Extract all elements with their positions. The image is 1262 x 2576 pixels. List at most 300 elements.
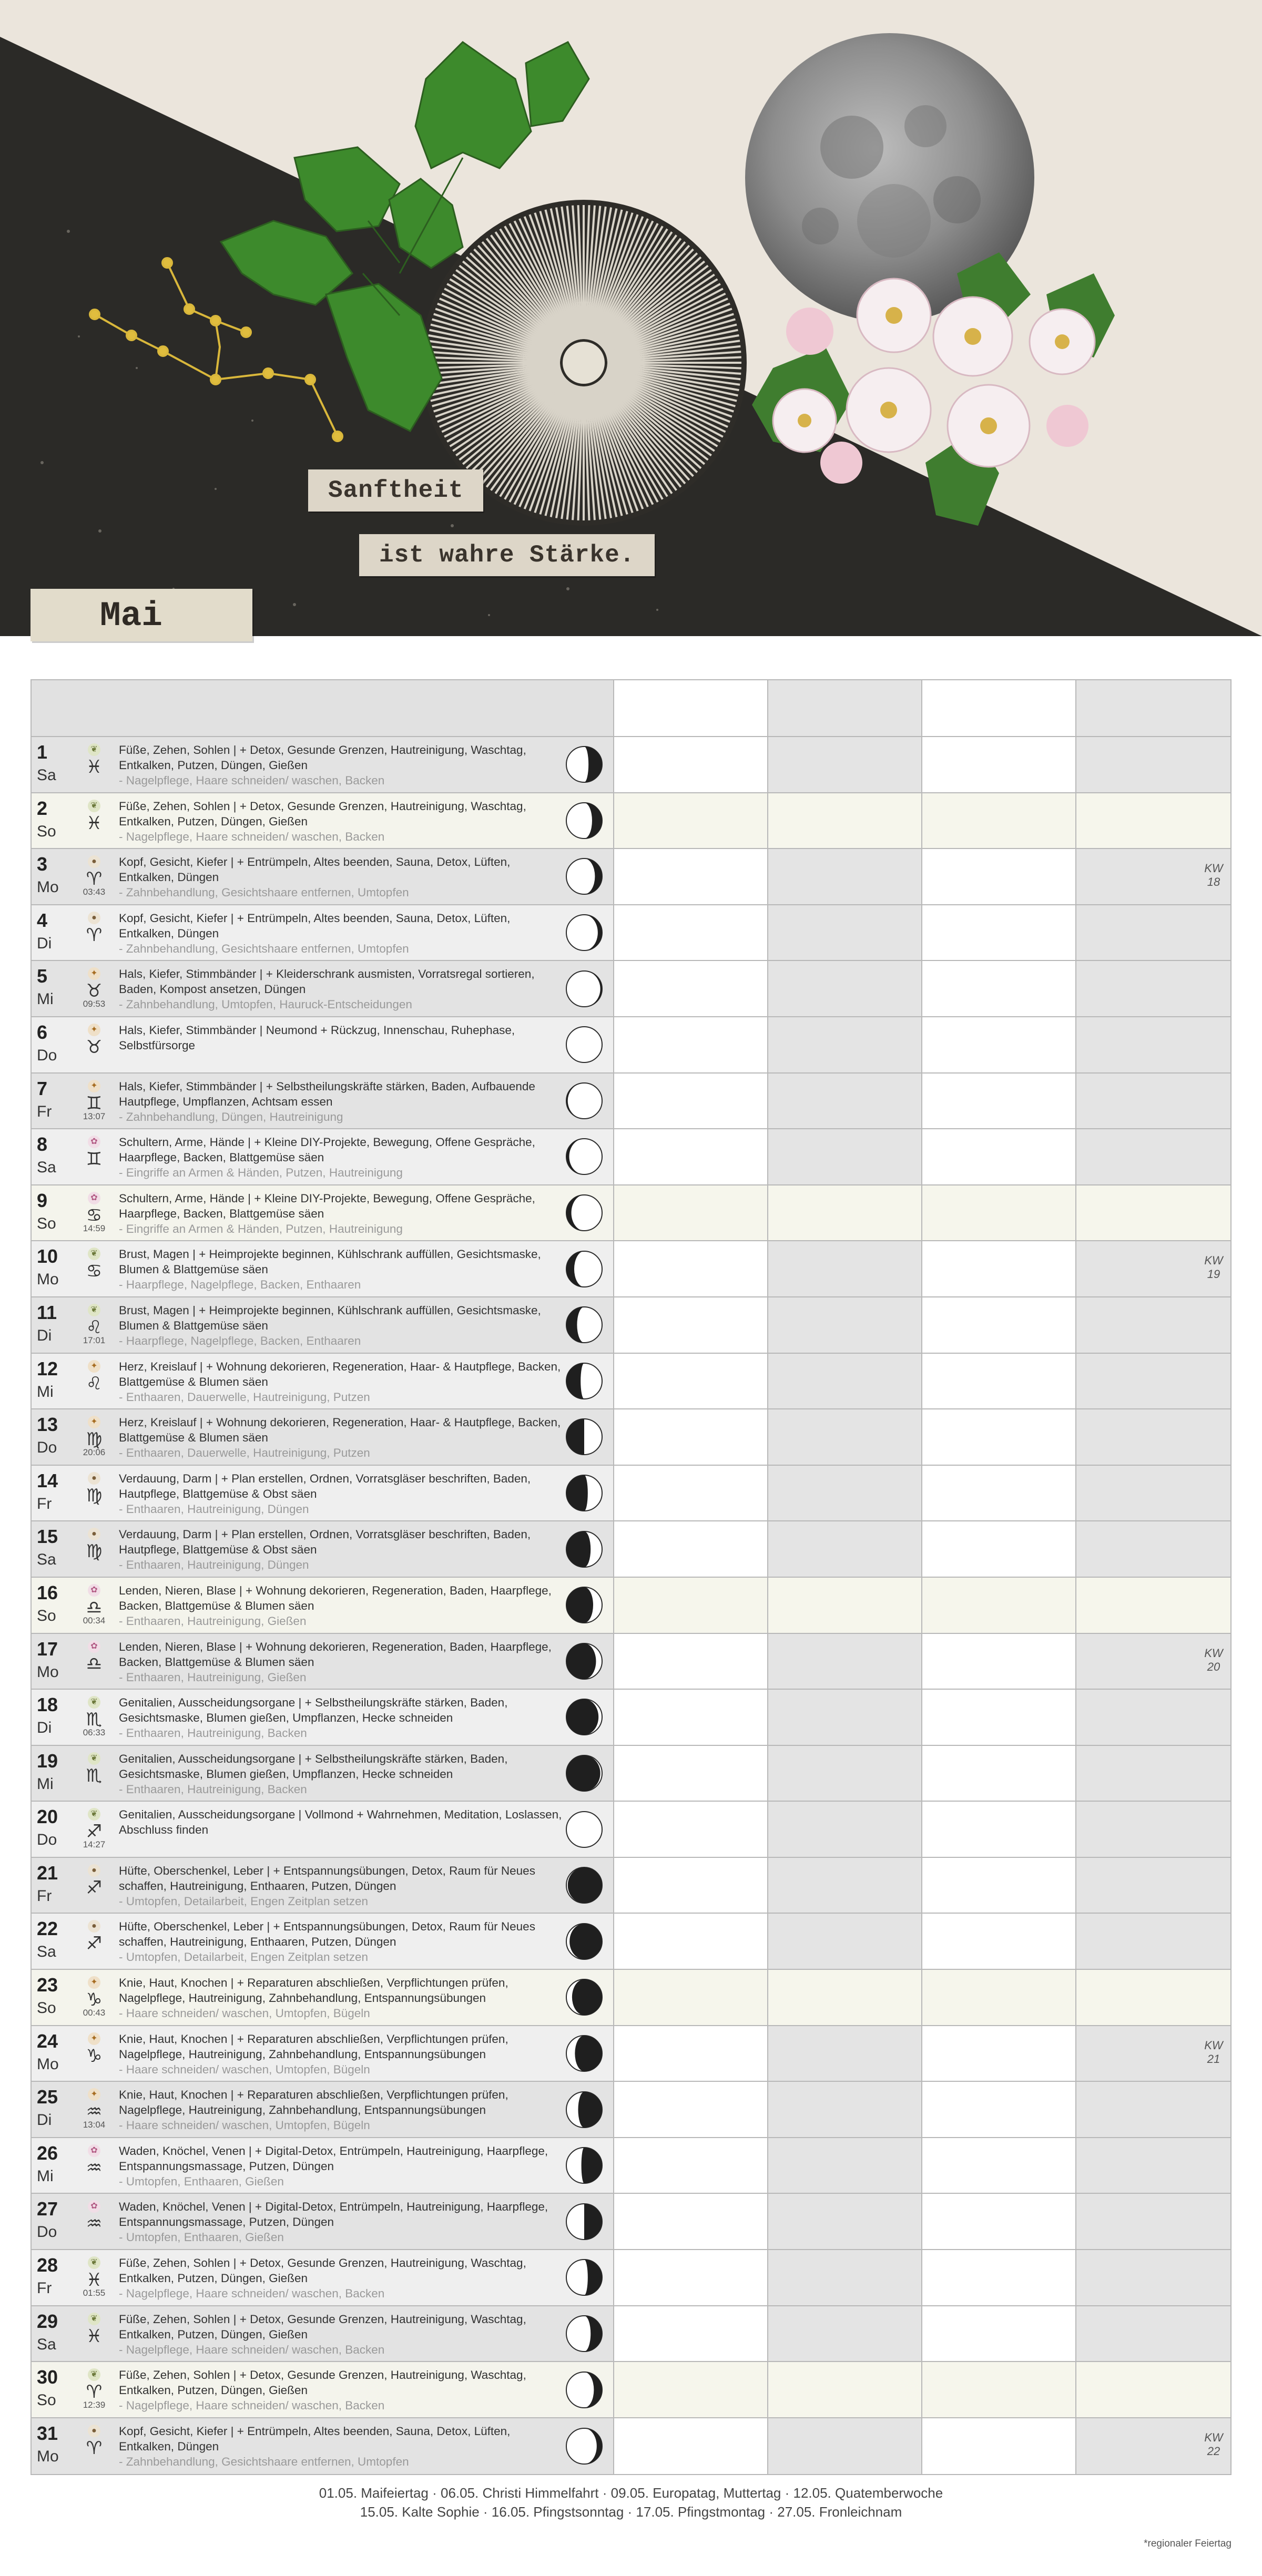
entry-cell[interactable]	[614, 1074, 768, 1129]
flower-icon: ✿	[88, 1584, 100, 1597]
day-notes	[116, 1017, 563, 1072]
entry-cell[interactable]	[614, 1858, 768, 1913]
notes-avoid: - Umtopfen, Enthaaren, Gießen	[119, 2174, 284, 2188]
root-icon: ●	[88, 1864, 100, 1877]
entry-cell[interactable]	[922, 2082, 1076, 2137]
entry-cell[interactable]	[768, 1466, 922, 1521]
day-row	[32, 905, 1230, 962]
entry-cell[interactable]	[614, 1578, 768, 1633]
entry-cell[interactable]	[1076, 2138, 1230, 2193]
holiday-list	[0, 2483, 1262, 2521]
entry-cell[interactable]	[768, 2306, 922, 2362]
entry-cell[interactable]	[1076, 2306, 1230, 2362]
notes-avoid: - Umtopfen, Enthaaren, Gießen	[119, 2231, 284, 2244]
date-column	[32, 2362, 73, 2417]
sign-change-time: 06:33	[83, 1727, 106, 1738]
entry-cell[interactable]	[922, 2250, 1076, 2305]
zodiac-sign-icon: ♒	[86, 2101, 103, 2123]
zodiac-sign-icon: ♍	[86, 1485, 103, 1506]
day-notes	[116, 1354, 563, 1409]
light-icon: ✦	[88, 1024, 100, 1036]
zodiac-sign-icon: ♑	[86, 1989, 103, 2011]
entry-cell[interactable]	[922, 1746, 1076, 1801]
entry-cell[interactable]	[922, 905, 1076, 960]
entry-cell[interactable]	[1076, 849, 1230, 904]
notes-avoid: - Zahnbehandlung, Gesichtshaare entfernen, Umtopfen	[119, 942, 409, 955]
weekday: Do	[37, 1046, 57, 1064]
moon-phase-icon	[565, 2090, 604, 2129]
notes-main: Genitalien, Ausscheidungsorgane | + Selbstheilungskräfte stärken, Baden, Gesichtsmaske, Blumen gießen, Umpflanzen, Hecke schneiden	[119, 1696, 508, 1725]
entry-cell[interactable]	[768, 1634, 922, 1689]
entry-cell[interactable]	[1076, 2194, 1230, 2249]
header-info-cell	[32, 680, 614, 736]
notes-main: Kopf, Gesicht, Kiefer | + Entrümpeln, Altes beenden, Sauna, Detox, Lüften, Entkalken, Düngen	[119, 855, 511, 884]
entry-cell[interactable]	[1076, 2082, 1230, 2137]
entry-cell[interactable]	[614, 1521, 768, 1577]
entry-cell[interactable]	[768, 1802, 922, 1857]
moon-phase-icon	[565, 1025, 604, 1064]
entry-cell[interactable]	[614, 737, 768, 792]
entry-cell[interactable]	[614, 2138, 768, 2193]
day-info-cell	[32, 1409, 614, 1465]
entry-cell[interactable]	[922, 1354, 1076, 1409]
weekday: Mo	[37, 2055, 59, 2073]
calendar-week-label: KW 18	[1204, 862, 1223, 889]
zodiac-sign-icon: ♈	[86, 2437, 103, 2459]
entry-cell[interactable]	[768, 2026, 922, 2081]
entry-cell[interactable]	[614, 1241, 768, 1296]
weekday: Di	[37, 2111, 52, 2129]
day-notes	[116, 2306, 563, 2362]
entry-cell[interactable]	[614, 1746, 768, 1801]
day-info-cell	[32, 1746, 614, 1801]
notes-main: Schultern, Arme, Hände | + Kleine DIY-Projekte, Bewegung, Offene Gespräche, Haarpflege, Backen, Blattgemüse säen	[119, 1136, 535, 1164]
entry-cell[interactable]	[768, 961, 922, 1016]
day-info-cell	[32, 2026, 614, 2081]
symbol-column	[73, 1017, 116, 1072]
symbol-column	[73, 2250, 116, 2305]
day-info-cell	[32, 1354, 614, 1409]
entry-cell[interactable]	[768, 1746, 922, 1801]
entry-cell[interactable]	[768, 1409, 922, 1465]
notes-avoid: - Haarpflege, Nagelpflege, Backen, Enthaaren	[119, 1334, 361, 1347]
day-number: 24	[37, 2030, 58, 2052]
entry-cell[interactable]	[614, 1914, 768, 1969]
symbol-column	[73, 2026, 116, 2081]
entry-cell[interactable]	[768, 1578, 922, 1633]
entry-cell[interactable]	[922, 1521, 1076, 1577]
header-column-cell[interactable]	[768, 680, 922, 736]
entry-cell[interactable]	[614, 905, 768, 960]
notes-main: Knie, Haut, Knochen | + Reparaturen abschließen, Verpflichtungen prüfen, Nagelpflege, Hautreinigung, Zahnbehandlung, Entspannungsübungen	[119, 2032, 508, 2061]
weekday: Fr	[37, 1495, 52, 1512]
day-notes	[116, 1129, 563, 1184]
entry-cell[interactable]	[768, 2082, 922, 2137]
entry-cell[interactable]	[1076, 2362, 1230, 2417]
entry-cell[interactable]	[1076, 1297, 1230, 1353]
entry-cell[interactable]	[1076, 961, 1230, 1016]
sign-change-time: 14:27	[83, 1839, 106, 1850]
header-column-cell[interactable]	[1076, 680, 1230, 736]
table-header-row	[32, 680, 1230, 737]
day-number: 8	[37, 1133, 48, 1156]
day-number: 29	[37, 2310, 58, 2332]
zodiac-sign-icon: ♌	[86, 1316, 103, 1338]
entry-cell[interactable]	[1076, 1521, 1230, 1577]
entry-cell[interactable]	[922, 1634, 1076, 1689]
entry-cell[interactable]	[614, 2082, 768, 2137]
notes-avoid: - Enthaaren, Hautreinigung, Düngen	[119, 1558, 309, 1572]
entry-cell[interactable]	[922, 2194, 1076, 2249]
day-notes	[116, 793, 563, 849]
entry-cell[interactable]	[1076, 1802, 1230, 1857]
symbol-column	[73, 2082, 116, 2137]
day-notes	[116, 905, 563, 960]
entry-cell[interactable]	[614, 1017, 768, 1072]
entry-cell[interactable]	[614, 1129, 768, 1184]
day-info-cell	[32, 1129, 614, 1184]
day-notes	[116, 1858, 563, 1913]
date-column	[32, 793, 73, 849]
entry-cell[interactable]	[768, 1914, 922, 1969]
moon-phase-icon	[565, 1081, 604, 1120]
day-notes	[116, 1802, 563, 1857]
day-row	[32, 1802, 1230, 1858]
entry-cell[interactable]	[614, 1354, 768, 1409]
day-row	[32, 1185, 1230, 1242]
entry-cell[interactable]	[614, 849, 768, 904]
entry-cell[interactable]	[614, 2250, 768, 2305]
weekday: So	[37, 822, 56, 840]
moon-phase-icon	[565, 1810, 604, 1849]
notes-avoid: - Zahnbehandlung, Düngen, Hautreinigung	[119, 1110, 343, 1123]
entry-cell[interactable]	[922, 1802, 1076, 1857]
date-column	[32, 1241, 73, 1296]
notes-avoid: - Zahnbehandlung, Gesichtshaare entfernen, Umtopfen	[119, 2455, 409, 2468]
entry-cell[interactable]	[922, 793, 1076, 849]
entry-cell[interactable]	[768, 905, 922, 960]
notes-main: Hals, Kiefer, Stimmbänder | + Selbstheilungskräfte stärken, Baden, Aufbauende Hautpflege, Umpflanzen, Achtsam essen	[119, 1079, 535, 1108]
entry-cell[interactable]	[768, 1241, 922, 1296]
day-row	[32, 1690, 1230, 1746]
moon-phase-icon	[565, 1922, 604, 1961]
entry-cell[interactable]	[1076, 1017, 1230, 1072]
moon-phase-icon	[565, 1586, 604, 1624]
symbol-column	[73, 1074, 116, 1129]
entry-cell[interactable]	[922, 961, 1076, 1016]
holidays-line-2: 15.05. Kalte Sophie · 16.05. Pfingstsonntag · 17.05. Pfingstmontag · 27.05. Fronleichnam	[360, 2504, 902, 2520]
entry-cell[interactable]	[614, 2362, 768, 2417]
day-info-cell	[32, 961, 614, 1016]
entry-cell[interactable]	[768, 1017, 922, 1072]
entry-cell[interactable]	[1076, 1129, 1230, 1184]
entry-cell[interactable]	[922, 1017, 1076, 1072]
date-column	[32, 1914, 73, 1969]
header-column-cell[interactable]	[614, 680, 768, 736]
leaf-icon: ❦	[88, 2368, 100, 2381]
entry-cell[interactable]	[1076, 1354, 1230, 1409]
entry-cell[interactable]	[1076, 1241, 1230, 1296]
entry-cell[interactable]	[1076, 2418, 1230, 2475]
date-column	[32, 2418, 73, 2475]
weekday: So	[37, 1999, 56, 2017]
day-number: 30	[37, 2366, 58, 2388]
entry-cell[interactable]	[768, 1185, 922, 1241]
header-column-cell[interactable]	[922, 680, 1076, 736]
entry-cell[interactable]	[614, 793, 768, 849]
day-info-cell	[32, 793, 614, 849]
date-column	[32, 1802, 73, 1857]
entry-cell[interactable]	[614, 1297, 768, 1353]
day-number: 1	[37, 741, 48, 763]
flower-icon: ✿	[88, 1640, 100, 1653]
entry-cell[interactable]	[922, 1185, 1076, 1241]
entry-cell[interactable]	[922, 1578, 1076, 1633]
entry-cell[interactable]	[614, 1409, 768, 1465]
entry-cell[interactable]	[922, 737, 1076, 792]
date-column	[32, 1858, 73, 1913]
date-column	[32, 961, 73, 1016]
day-notes	[116, 1297, 563, 1353]
day-number: 28	[37, 2254, 58, 2276]
entry-cell[interactable]	[768, 793, 922, 849]
entry-cell[interactable]	[1076, 1690, 1230, 1745]
notes-main: Hals, Kiefer, Stimmbänder | Neumond + Rückzug, Innenschau, Ruhephase, Selbstfürsorge	[119, 1023, 515, 1052]
moon-phase-icon	[565, 1362, 604, 1401]
day-row	[32, 1241, 1230, 1297]
zodiac-sign-icon: ♒	[86, 2213, 103, 2235]
notes-avoid: - Haare schneiden/ waschen, Umtopfen, Bügeln	[119, 2007, 370, 2020]
entry-cell[interactable]	[768, 2194, 922, 2249]
symbol-column	[73, 1634, 116, 1689]
weekday: Do	[37, 2223, 57, 2241]
entry-cell[interactable]	[768, 2418, 922, 2475]
day-row	[32, 2418, 1230, 2475]
entry-cell[interactable]	[768, 1354, 922, 1409]
day-info-cell	[32, 1970, 614, 2025]
weekday: Fr	[37, 2279, 52, 2297]
root-icon: ●	[88, 1920, 100, 1933]
entry-cell[interactable]	[768, 1521, 922, 1577]
entry-cell[interactable]	[768, 2138, 922, 2193]
moon-phase-icon	[565, 857, 604, 896]
symbol-column	[73, 737, 116, 792]
entry-cell[interactable]	[768, 1074, 922, 1129]
entry-cell[interactable]	[922, 1074, 1076, 1129]
notes-avoid: - Enthaaren, Hautreinigung, Gießen	[119, 1670, 307, 1684]
day-number: 9	[37, 1189, 48, 1211]
symbol-column	[73, 1690, 116, 1745]
date-column	[32, 1185, 73, 1241]
calendar-table	[30, 679, 1232, 2475]
entry-cell[interactable]	[768, 737, 922, 792]
notes-main: Füße, Zehen, Sohlen | + Detox, Gesunde Grenzen, Hautreinigung, Waschtag, Entkalken, Putzen, Düngen, Gießen	[119, 799, 526, 828]
light-icon: ✦	[88, 967, 100, 980]
weekday: Do	[37, 1439, 57, 1457]
notes-avoid: - Umtopfen, Detailarbeit, Engen Zeitplan setzen	[119, 1950, 369, 1964]
entry-cell[interactable]	[768, 1690, 922, 1745]
date-column	[32, 2194, 73, 2249]
day-row	[32, 1017, 1230, 1074]
entry-cell[interactable]	[614, 1466, 768, 1521]
sign-change-time: 09:53	[83, 999, 106, 1009]
entry-cell[interactable]	[1076, 1185, 1230, 1241]
entry-cell[interactable]	[1076, 2250, 1230, 2305]
entry-cell[interactable]	[614, 2418, 768, 2475]
entry-cell[interactable]	[614, 1802, 768, 1857]
entry-cell[interactable]	[768, 1970, 922, 2025]
entry-cell[interactable]	[1076, 1914, 1230, 1969]
entry-cell[interactable]	[614, 961, 768, 1016]
day-number: 27	[37, 2198, 58, 2220]
entry-cell[interactable]	[768, 1858, 922, 1913]
notes-main: Knie, Haut, Knochen | + Reparaturen abschließen, Verpflichtungen prüfen, Nagelpflege, Hautreinigung, Zahnbehandlung, Entspannungsübungen	[119, 1976, 508, 2005]
day-info-cell	[32, 1858, 614, 1913]
entry-cell[interactable]	[768, 1129, 922, 1184]
date-column	[32, 1409, 73, 1465]
entry-cell[interactable]	[1076, 1746, 1230, 1801]
day-row	[32, 1409, 1230, 1466]
day-number: 5	[37, 965, 48, 987]
light-icon: ✦	[88, 1360, 100, 1373]
notes-avoid: - Eingriffe an Armen & Händen, Putzen, Hautreinigung	[119, 1222, 403, 1235]
moon-phase-icon	[565, 1866, 604, 1905]
entry-cell[interactable]	[922, 1241, 1076, 1296]
notes-avoid: - Nagelpflege, Haare schneiden/ waschen, Backen	[119, 2343, 385, 2356]
entry-cell[interactable]	[922, 1690, 1076, 1745]
symbol-column	[73, 1802, 116, 1857]
day-number: 17	[37, 1638, 58, 1660]
symbol-column	[73, 2194, 116, 2249]
entry-cell[interactable]	[1076, 2026, 1230, 2081]
weekday: Mi	[37, 1775, 54, 1793]
entry-cell[interactable]	[1076, 1578, 1230, 1633]
notes-main: Verdauung, Darm | + Plan erstellen, Ordnen, Vorratsgläser beschriften, Baden, Hautpflege, Blattgemüse & Obst säen	[119, 1471, 531, 1500]
date-column	[32, 849, 73, 904]
entry-cell[interactable]	[922, 2026, 1076, 2081]
symbol-column	[73, 2362, 116, 2417]
entry-cell[interactable]	[922, 2138, 1076, 2193]
entry-cell[interactable]	[768, 2250, 922, 2305]
weekday: So	[37, 2391, 56, 2409]
day-notes	[116, 1185, 563, 1241]
notes-avoid: - Zahnbehandlung, Umtopfen, Hauruck-Entscheidungen	[119, 998, 412, 1011]
flower-icon: ✿	[88, 1136, 100, 1148]
day-notes	[116, 961, 563, 1016]
entry-cell[interactable]	[1076, 1970, 1230, 2025]
entry-cell[interactable]	[614, 1970, 768, 2025]
entry-cell[interactable]	[1076, 1634, 1230, 1689]
entry-cell[interactable]	[614, 1634, 768, 1689]
entry-cell[interactable]	[1076, 1409, 1230, 1465]
day-row	[32, 1466, 1230, 1522]
day-info-cell	[32, 1185, 614, 1241]
date-column	[32, 1466, 73, 1521]
root-icon: ●	[88, 912, 100, 924]
date-column	[32, 1746, 73, 1801]
entry-cell[interactable]	[614, 2194, 768, 2249]
day-row	[32, 2082, 1230, 2138]
day-row	[32, 2250, 1230, 2306]
leaf-icon: ❦	[88, 1304, 100, 1316]
entry-cell[interactable]	[922, 1297, 1076, 1353]
entry-cell[interactable]	[922, 1466, 1076, 1521]
day-row	[32, 1578, 1230, 1634]
entry-cell[interactable]	[614, 2026, 768, 2081]
leaf-icon: ❦	[88, 1696, 100, 1709]
day-number: 25	[37, 2086, 58, 2108]
entry-cell[interactable]	[922, 1914, 1076, 1969]
notes-main: Füße, Zehen, Sohlen | + Detox, Gesunde Grenzen, Hautreinigung, Waschtag, Entkalken, Putzen, Düngen, Gießen	[119, 743, 526, 772]
flower-icon: ✿	[88, 2144, 100, 2157]
day-notes	[116, 849, 563, 904]
entry-cell[interactable]	[922, 1858, 1076, 1913]
entry-cell[interactable]	[614, 2306, 768, 2362]
notes-main: Schultern, Arme, Hände | + Kleine DIY-Projekte, Bewegung, Offene Gespräche, Haarpflege, Backen, Blattgemüse säen	[119, 1191, 535, 1220]
entry-cell[interactable]	[614, 1185, 768, 1241]
day-notes	[116, 1241, 563, 1296]
moon-phase-icon	[565, 745, 604, 784]
entry-cell[interactable]	[1076, 737, 1230, 792]
day-info-cell	[32, 1466, 614, 1521]
notes-avoid: - Enthaaren, Dauerwelle, Hautreinigung, Putzen	[119, 1390, 370, 1404]
weekday: Sa	[37, 1943, 56, 1961]
day-info-cell	[32, 1017, 614, 1072]
entry-cell[interactable]	[768, 849, 922, 904]
weekday: Di	[37, 934, 52, 952]
entry-cell[interactable]	[1076, 1074, 1230, 1129]
day-info-cell	[32, 905, 614, 960]
entry-cell[interactable]	[922, 1970, 1076, 2025]
entry-cell[interactable]	[1076, 905, 1230, 960]
entry-cell[interactable]	[922, 849, 1076, 904]
moon-phase-icon	[565, 2370, 604, 2409]
entry-cell[interactable]	[768, 1297, 922, 1353]
notes-main: Füße, Zehen, Sohlen | + Detox, Gesunde Grenzen, Hautreinigung, Waschtag, Entkalken, Putzen, Düngen, Gießen	[119, 2312, 526, 2341]
day-info-cell	[32, 849, 614, 904]
entry-cell[interactable]	[614, 1690, 768, 1745]
entry-cell[interactable]	[1076, 1858, 1230, 1913]
day-number: 3	[37, 853, 48, 875]
notes-main: Kopf, Gesicht, Kiefer | + Entrümpeln, Altes beenden, Sauna, Detox, Lüften, Entkalken, Düngen	[119, 911, 511, 940]
zodiac-sign-icon: ♈	[86, 924, 103, 946]
moon-phase-icon	[565, 2314, 604, 2353]
day-notes	[116, 1578, 563, 1633]
zodiac-sign-icon: ♊	[86, 1149, 103, 1170]
weekday: Sa	[37, 766, 56, 784]
entry-cell[interactable]	[922, 1129, 1076, 1184]
root-icon: ●	[88, 1472, 100, 1485]
symbol-column	[73, 1297, 116, 1353]
entry-cell[interactable]	[922, 2362, 1076, 2417]
date-column	[32, 1578, 73, 1633]
day-info-cell	[32, 1241, 614, 1296]
entry-cell[interactable]	[1076, 793, 1230, 849]
entry-cell[interactable]	[922, 2306, 1076, 2362]
zodiac-sign-icon: ♌	[86, 1373, 103, 1394]
root-icon: ●	[88, 2425, 100, 2437]
entry-cell[interactable]	[768, 2362, 922, 2417]
date-column	[32, 905, 73, 960]
day-row	[32, 793, 1230, 850]
notes-main: Brust, Magen | + Heimprojekte beginnen, Kühlschrank auffüllen, Gesichtsmaske, Blumen & Blattgemüse säen	[119, 1303, 541, 1332]
symbol-column	[73, 961, 116, 1016]
weekday: Fr	[37, 1887, 52, 1905]
entry-cell[interactable]	[922, 1409, 1076, 1465]
entry-cell[interactable]	[922, 2418, 1076, 2475]
day-notes	[116, 1914, 563, 1969]
entry-cell[interactable]	[1076, 1466, 1230, 1521]
